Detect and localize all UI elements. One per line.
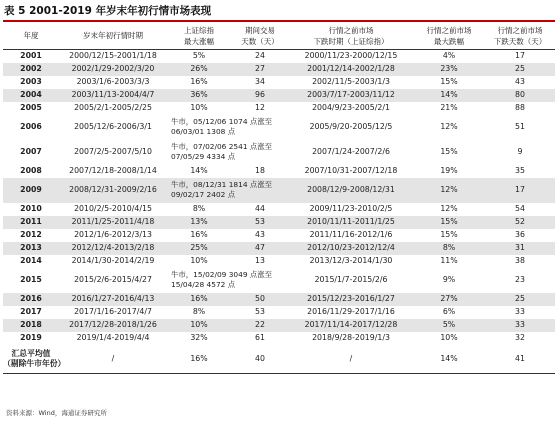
cell-prior-drop: 21% bbox=[440, 103, 458, 112]
table-row bbox=[3, 229, 555, 242]
cell-prior-period: 2015/1/7-2015/2/6 bbox=[314, 275, 388, 284]
header-prior-decline-period bbox=[289, 21, 413, 50]
cell-max-gain: 16% bbox=[167, 345, 231, 374]
header-text: 年度 bbox=[23, 31, 39, 40]
cell-prior-days: 25 bbox=[485, 63, 555, 76]
cell-prior-period: 2000/11/23-2000/12/15 bbox=[304, 51, 398, 61]
cell-prior-days: 51 bbox=[515, 122, 525, 131]
cell-prior-period: / bbox=[289, 345, 413, 374]
cell-prior-days: 52 bbox=[485, 216, 555, 229]
cell-prior-days: 35 bbox=[515, 166, 525, 175]
table-body bbox=[3, 50, 555, 374]
cell-prior-period: 2008/12/9-2008/12/31 bbox=[289, 178, 413, 203]
header-text: 行情之前市场 bbox=[497, 25, 543, 35]
cell-trading-days: 40 bbox=[231, 345, 289, 374]
cell-year: 汇总平均值 （剔除牛市年份） bbox=[3, 345, 59, 374]
cell-prior-drop: 19% bbox=[440, 166, 458, 175]
cell-prior-drop: 15% bbox=[440, 230, 458, 239]
table-row bbox=[3, 268, 555, 293]
cell-prior-period: 2017/11/14-2017/12/28 bbox=[289, 319, 413, 332]
cell-max-gain: 8% bbox=[192, 204, 206, 213]
cell-period: 2005/2/1-2005/2/25 bbox=[74, 103, 152, 112]
cell-max-gain: 5% bbox=[192, 51, 206, 61]
cell-prior-days: 9 bbox=[517, 147, 523, 156]
table-row bbox=[3, 255, 555, 268]
cell-max-gain: 10% bbox=[167, 319, 231, 332]
cell-year: 2017 bbox=[20, 307, 42, 316]
cell-year: 2001 bbox=[20, 51, 42, 61]
cell-max-gain: 牛市，08/12/31 1814 点涨至 09/02/17 2402 点 bbox=[167, 178, 289, 203]
cell-prior-drop: 12% bbox=[413, 178, 485, 203]
cell-year: 2012 bbox=[20, 230, 42, 239]
cell-prior-drop: 27% bbox=[413, 293, 485, 306]
cell-prior-period: 2001/12/14-2002/1/28 bbox=[289, 63, 413, 76]
table-row bbox=[3, 63, 555, 76]
cell-max-gain: 13% bbox=[167, 216, 231, 229]
cell-period: 2014/1/30-2014/2/19 bbox=[71, 256, 155, 265]
header-text: 行情之前市场 bbox=[426, 25, 472, 35]
cell-prior-days: 31 bbox=[485, 242, 555, 255]
header-text: 行情之前市场 bbox=[328, 25, 374, 35]
source-footnote: 资料来源：Wind，海通证券研究所 bbox=[6, 409, 107, 417]
cell-prior-drop: 8% bbox=[413, 242, 485, 255]
cell-prior-drop: 12% bbox=[440, 122, 458, 131]
cell-prior-drop: 10% bbox=[440, 333, 458, 342]
header-trading-days bbox=[231, 21, 289, 50]
cell-prior-period: 2007/1/24-2007/2/6 bbox=[312, 147, 390, 156]
cell-year: 2009 bbox=[3, 178, 59, 203]
cell-prior-days: 23 bbox=[515, 275, 525, 284]
cell-prior-period: 2003/7/17-2003/11/12 bbox=[289, 89, 413, 102]
cell-period: 2012/1/6-2012/3/13 bbox=[74, 230, 152, 239]
cell-max-gain: 8% bbox=[192, 307, 206, 316]
cell-max-gain: 32% bbox=[190, 333, 208, 342]
header-max-gain bbox=[167, 21, 231, 50]
header-year bbox=[3, 21, 59, 50]
cell-period: 2003/11/13-2004/4/7 bbox=[59, 89, 167, 102]
cell-prior-period: 2016/11/29-2017/1/16 bbox=[307, 307, 395, 316]
cell-period: 2007/2/5-2007/5/10 bbox=[74, 147, 152, 156]
table-row bbox=[3, 178, 555, 203]
cell-prior-days: 80 bbox=[485, 89, 555, 102]
cell-period: 2005/12/6-2006/3/1 bbox=[74, 122, 152, 131]
cell-max-gain: 10% bbox=[190, 103, 208, 112]
cell-prior-days: 41 bbox=[485, 345, 555, 374]
header-text: 天数（天） bbox=[241, 36, 279, 46]
cell-year: 2007 bbox=[20, 147, 42, 156]
cell-trading-days: 22 bbox=[231, 319, 289, 332]
cell-trading-days: 27 bbox=[231, 63, 289, 76]
table-row bbox=[3, 50, 555, 63]
cell-trading-days: 47 bbox=[231, 242, 289, 255]
cell-prior-drop: 9% bbox=[442, 275, 456, 284]
header-text: 最大跌幅 bbox=[434, 36, 464, 46]
cell-year: 2002 bbox=[3, 63, 59, 76]
cell-max-gain: 14% bbox=[190, 166, 208, 175]
cell-year: 2004 bbox=[3, 89, 59, 102]
cell-prior-days: 38 bbox=[515, 256, 525, 265]
cell-period: 2012/12/4-2013/2/18 bbox=[59, 242, 167, 255]
cell-prior-days: 43 bbox=[515, 77, 525, 86]
cell-year: 2015 bbox=[20, 275, 42, 284]
cell-prior-drop: 6% bbox=[442, 307, 456, 316]
cell-prior-period: 2010/11/11-2011/1/25 bbox=[289, 216, 413, 229]
header-prior-decline-days bbox=[485, 21, 555, 50]
header-text: 岁末年初行情时期 bbox=[83, 31, 143, 40]
cell-prior-period: 2002/11/5-2003/1/3 bbox=[312, 77, 390, 86]
cell-trading-days: 18 bbox=[255, 166, 265, 175]
cell-year: 2014 bbox=[20, 256, 42, 265]
cell-prior-period: 2013/12/3-2014/1/30 bbox=[309, 256, 393, 265]
cell-prior-drop: 14% bbox=[413, 345, 485, 374]
table-row bbox=[3, 319, 555, 332]
cell-year: 2011 bbox=[3, 216, 59, 229]
cell-prior-period: 2009/11/23-2010/2/5 bbox=[309, 204, 393, 213]
cell-period: 2015/2/6-2015/4/27 bbox=[74, 275, 152, 284]
table-row bbox=[3, 140, 555, 165]
cell-prior-drop: 15% bbox=[440, 147, 458, 156]
cell-period: 2002/1/29-2002/3/20 bbox=[59, 63, 167, 76]
cell-max-gain: 牛市，05/12/06 1074 点涨至 06/03/01 1308 点 bbox=[171, 117, 273, 136]
cell-trading-days: 53 bbox=[255, 307, 265, 316]
cell-year: 2005 bbox=[20, 103, 42, 112]
cell-trading-days: 53 bbox=[231, 216, 289, 229]
cell-prior-days: 17 bbox=[485, 178, 555, 203]
cell-trading-days: 61 bbox=[255, 333, 265, 342]
table-title: 表 5 2001-2019 年岁末年初行情市场表现 bbox=[4, 5, 212, 17]
cell-prior-days: 33 bbox=[485, 319, 555, 332]
cell-prior-period: 2007/10/31-2007/12/18 bbox=[304, 166, 398, 175]
cell-prior-period: 2018/9/28-2019/1/3 bbox=[312, 333, 390, 342]
cell-period: / bbox=[59, 345, 167, 374]
cell-prior-days: 88 bbox=[515, 103, 525, 112]
table-row bbox=[3, 293, 555, 306]
cell-trading-days: 13 bbox=[255, 256, 265, 265]
table-row bbox=[3, 332, 555, 345]
cell-period: 2003/1/6-2003/3/3 bbox=[76, 77, 150, 86]
cell-prior-drop: 15% bbox=[440, 77, 458, 86]
header-period bbox=[59, 21, 167, 50]
table-row bbox=[3, 102, 555, 115]
cell-period: 2010/2/5-2010/4/15 bbox=[74, 204, 152, 213]
cell-prior-days: 36 bbox=[515, 230, 525, 239]
cell-prior-period: 2011/11/16-2012/1/6 bbox=[309, 230, 393, 239]
cell-period: 2016/1/27-2016/4/13 bbox=[59, 293, 167, 306]
table-row bbox=[3, 345, 555, 374]
cell-prior-days: 17 bbox=[515, 51, 525, 61]
cell-period: 2011/1/25-2011/4/18 bbox=[59, 216, 167, 229]
cell-trading-days: 96 bbox=[231, 89, 289, 102]
cell-max-gain: 26% bbox=[167, 63, 231, 76]
cell-period: 2019/1/4-2019/4/4 bbox=[76, 333, 150, 342]
cell-prior-days: 54 bbox=[515, 204, 525, 213]
cell-max-gain: 16% bbox=[167, 293, 231, 306]
table-header-row bbox=[3, 21, 555, 50]
cell-prior-period: 2015/12/23-2016/1/27 bbox=[289, 293, 413, 306]
table-row bbox=[3, 216, 555, 229]
cell-prior-drop: 23% bbox=[413, 63, 485, 76]
table-row bbox=[3, 89, 555, 102]
table-row bbox=[3, 115, 555, 140]
table-row bbox=[3, 306, 555, 319]
cell-year: 2016 bbox=[3, 293, 59, 306]
cell-prior-drop: 4% bbox=[442, 51, 456, 61]
cell-year: 2008 bbox=[20, 166, 42, 175]
table-row bbox=[3, 76, 555, 89]
cell-max-gain: 10% bbox=[190, 256, 208, 265]
cell-year: 2003 bbox=[20, 77, 42, 86]
header-text: 下跌天数（天） bbox=[493, 36, 547, 46]
cell-prior-period: 2012/10/23-2012/12/4 bbox=[289, 242, 413, 255]
cell-prior-drop: 5% bbox=[413, 319, 485, 332]
cell-prior-drop: 12% bbox=[440, 204, 458, 213]
cell-year: 2018 bbox=[3, 319, 59, 332]
cell-max-gain: 牛市，15/02/09 3049 点涨至 15/04/28 4572 点 bbox=[171, 270, 273, 289]
cell-max-gain: 16% bbox=[190, 77, 208, 86]
cell-prior-drop: 15% bbox=[413, 216, 485, 229]
header-text: 最大涨幅 bbox=[184, 36, 214, 46]
cell-prior-days: 32 bbox=[515, 333, 525, 342]
table-row bbox=[3, 242, 555, 255]
cell-trading-days: 12 bbox=[255, 103, 265, 112]
cell-year: 2019 bbox=[20, 333, 42, 342]
cell-max-gain: 牛市，07/02/06 2541 点涨至 07/05/29 4334 点 bbox=[171, 142, 273, 161]
cell-max-gain: 16% bbox=[190, 230, 208, 239]
cell-prior-drop: 14% bbox=[413, 89, 485, 102]
cell-max-gain: 36% bbox=[167, 89, 231, 102]
header-text: 期间交易 bbox=[245, 25, 275, 35]
cell-year: 2013 bbox=[3, 242, 59, 255]
cell-trading-days: 34 bbox=[255, 77, 265, 86]
cell-year: 2006 bbox=[20, 122, 42, 131]
cell-max-gain: 25% bbox=[167, 242, 231, 255]
cell-prior-days: 33 bbox=[515, 307, 525, 316]
cell-prior-days: 25 bbox=[485, 293, 555, 306]
cell-year: 2010 bbox=[20, 204, 42, 213]
table-row bbox=[3, 165, 555, 178]
cell-prior-period: 2004/9/23-2005/2/1 bbox=[312, 103, 390, 112]
cell-trading-days: 44 bbox=[255, 204, 265, 213]
cell-period: 2017/12/28-2018/1/26 bbox=[59, 319, 167, 332]
cell-period: 2008/12/31-2009/2/16 bbox=[59, 178, 167, 203]
cell-period: 2007/12/18-2008/1/14 bbox=[69, 166, 157, 175]
table-row bbox=[3, 203, 555, 216]
market-performance-table bbox=[3, 20, 555, 374]
header-text: 下跌时期（上证综指） bbox=[313, 36, 389, 46]
cell-period: 2000/12/15-2001/1/18 bbox=[69, 51, 157, 61]
header-text: 上证综指 bbox=[184, 25, 214, 35]
cell-period: 2017/1/16-2017/4/7 bbox=[74, 307, 152, 316]
cell-trading-days: 43 bbox=[255, 230, 265, 239]
cell-trading-days: 24 bbox=[255, 51, 265, 61]
cell-prior-period: 2005/9/20-2005/12/5 bbox=[309, 122, 393, 131]
cell-trading-days: 50 bbox=[231, 293, 289, 306]
header-prior-max-drop bbox=[413, 21, 485, 50]
cell-prior-drop: 11% bbox=[440, 256, 458, 265]
